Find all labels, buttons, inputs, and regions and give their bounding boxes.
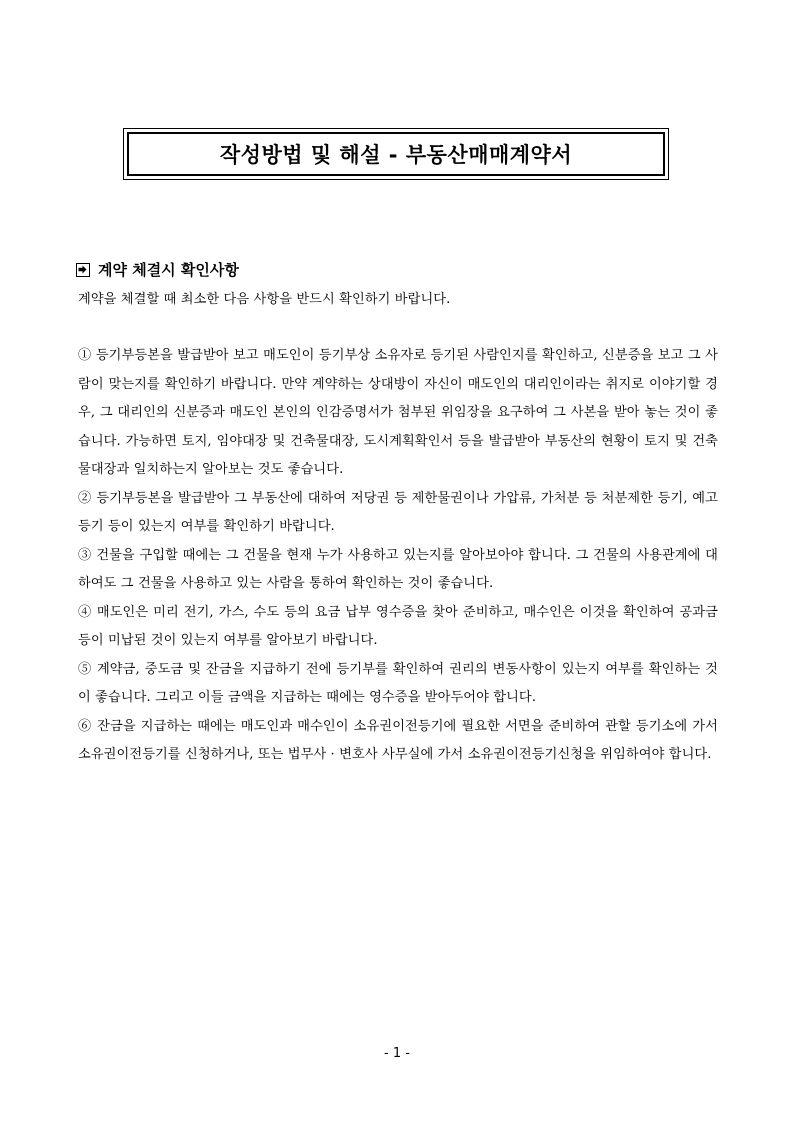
section-heading-text: 계약 체결시 확인사항	[98, 261, 239, 279]
page-title: 작성방법 및 해설 - 부동산매매계약서	[127, 132, 665, 176]
page-number: - 1 -	[384, 1046, 410, 1061]
checklist-item-5: ⑤ 계약금, 중도금 및 잔금을 지급하기 전에 등기부를 확인하여 권리의 변동사항이 있는지 여부를 확인하는 것이 좋습니다. 그리고 이들 금액을 지급하는 때에는 영수증을 받아두어야 합니다.	[78, 661, 718, 705]
checklist-item-6: ⑥ 잔금을 지급하는 때에는 매도인과 매수인이 소유권이전등기에 필요한 서면을 준비하여 관할 등기소에 가서 소유권이전등기를 신청하거나, 또는 법무사 · 변호사 사무실에 가서 소유권이전등기신청을 위임하여야 합니다.	[78, 718, 718, 762]
checklist-item-3: ③ 건물을 구입할 때에는 그 건물을 현재 누가 사용하고 있는지를 알아보아야 합니다. 그 건물의 사용관계에 대하여도 그 건물을 사용하고 있는 사람을 통하여 확인하는 것이 좋습니다.	[78, 547, 718, 591]
title-box	[123, 128, 669, 180]
arrow-right-box-icon	[76, 263, 90, 277]
checklist-item-1: ① 등기부등본을 발급받아 보고 매도인이 등기부상 소유자로 등기된 사람인지를 확인하고, 신분증을 보고 그 사람이 맞는지를 확인하기 바랍니다. 만약 계약하는 상대방이 자신이 매도인의 대리인이라는 취지로 이야기할 경우, 그 대리인의 신분증과 매도인 본인의 인감증명서가 첨부된 위임장을 요구하여 그 사본을 받아 놓는 것이 좋습니다. 가능하면 토지, 임야대장 및 건축물대장, 도시계획확인서 등을 발급받아 부동산의 현황이 토지 및 건축물대장과 일치하는지 알아보는 것도 좋습니다.	[78, 348, 718, 477]
checklist-item-4: ④ 매도인은 미리 전기, 가스, 수도 등의 요금 납부 영수증을 찾아 준비하고, 매수인은 이것을 확인하여 공과금 등이 미납된 것이 있는지 여부를 알아보기 바랍니다.	[78, 604, 718, 648]
checklist	[78, 342, 718, 770]
checklist-item-2: ② 등기부등본을 발급받아 그 부동산에 대하여 저당권 등 제한물권이나 가압류, 가처분 등 처분제한 등기, 예고등기 등이 있는지 여부를 확인하기 바랍니다.	[78, 490, 718, 534]
intro-paragraph: 계약을 체결할 때 최소한 다음 사항을 반드시 확인하기 바랍니다.	[78, 292, 451, 307]
section-heading	[76, 259, 239, 280]
